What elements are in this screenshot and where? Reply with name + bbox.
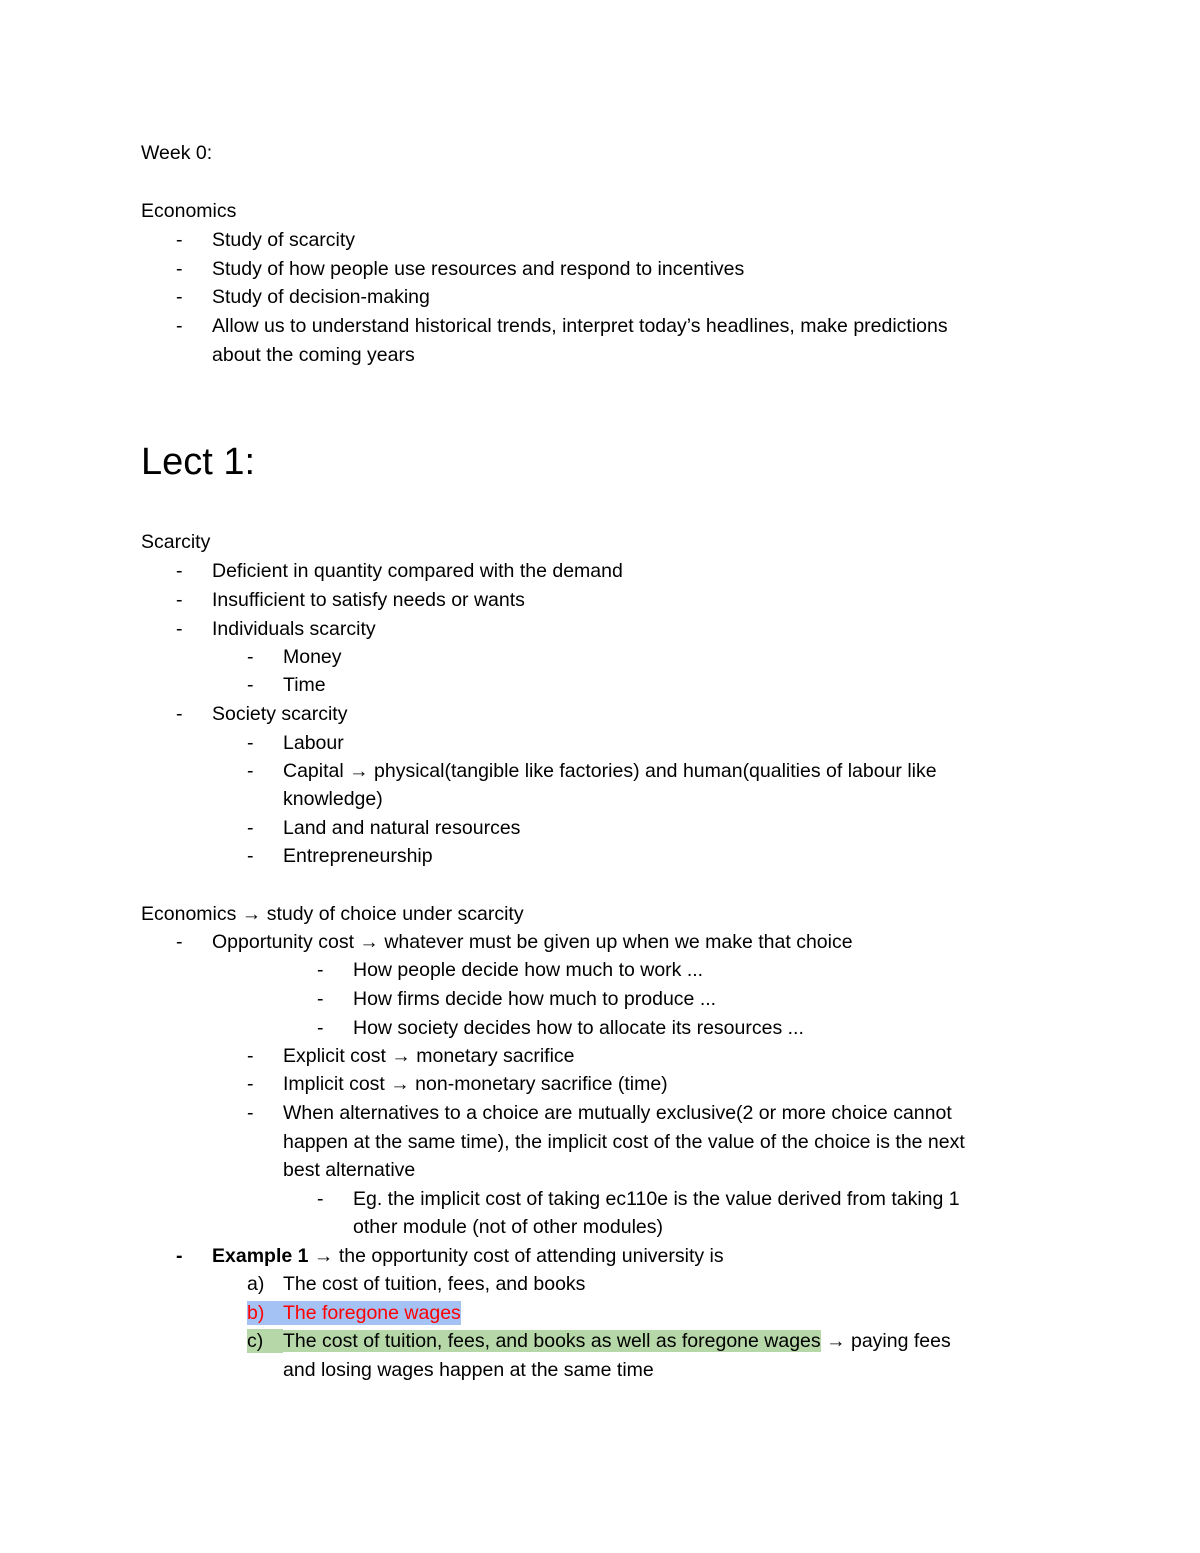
bullet-dash: -: [247, 1102, 254, 1124]
bullet-dash: -: [176, 703, 183, 725]
bullet-dash: -: [176, 1245, 183, 1267]
option-continuation: and losing wages happen at the same time: [283, 1359, 654, 1381]
bullet-dash: -: [176, 931, 183, 953]
bullet-dash: -: [247, 646, 254, 668]
economics-heading: Economics: [141, 200, 237, 222]
week-title: Week 0:: [141, 142, 213, 164]
bullet-dash: -: [176, 560, 183, 582]
choice-heading: Economics → study of choice under scarcity: [141, 903, 524, 925]
option-text: The foregone wages: [283, 1302, 461, 1324]
list-item-continuation: happen at the same time), the implicit cost of the value of the choice is the next: [283, 1131, 965, 1153]
bullet-dash: -: [247, 1045, 254, 1067]
list-item-continuation: other module (not of other modules): [353, 1216, 664, 1238]
lecture-title: Lect 1:: [141, 441, 256, 483]
bullet-dash: -: [317, 1017, 324, 1039]
list-item-continuation: about the coming years: [212, 344, 415, 366]
option-marker: c): [247, 1329, 283, 1353]
option-text: The cost of tuition, fees, and books as well as foregone wages: [283, 1330, 821, 1352]
example-label: Example 1: [212, 1245, 309, 1267]
list-item-continuation: best alternative: [283, 1159, 416, 1181]
scarcity-heading: Scarcity: [141, 531, 211, 553]
bullet-dash: -: [317, 959, 324, 981]
option-note: → paying fees: [820, 1330, 951, 1352]
bullet-dash: -: [176, 258, 183, 280]
bullet-dash: -: [247, 845, 254, 867]
bullet-dash: -: [247, 732, 254, 754]
list-item-continuation: knowledge): [283, 788, 383, 810]
bullet-dash: -: [317, 988, 324, 1010]
bullet-dash: -: [176, 315, 183, 337]
bullet-dash: -: [176, 286, 183, 308]
option-marker: a): [247, 1273, 265, 1295]
document-page: Week 0: Economics - Study of scarcity - Study of how people use resources and respond to incentives - Study of decision-making - Allow us to understand historical trends, interpret today’s headlines, make predictions about the coming years Lect 1: Scarcity - Deficient in quantity compared with the demand - Insufficient to satisfy needs or wants - Individuals scarcity - Money - Time - Society scarcity - Labour - Capital → physical(tangible like factories) and human(qualities of labour like knowledge) - Land and natural resources - Entrepreneurship Economics → study of choice under scarcity - Opportunity cost → whatever must be given up when we make that choice - How people decide how much to work ... - How firms decide how much to produce ... - How society decides how to allocate its resources ... - Explicit cost → monetary sacrifice - Implicit cost → non-monetary sacrifice (time) - When alternatives to a choice are mutually exclusive(2 or more choice cannot happen at the same time), the implicit cost of the value of the choice is the next best alternative - Eg. the implicit cost of taking ec110e is the value derived from taking 1 other module (not of other modules) - Example 1 → the opportunity cost of attending university is a) The cost of tuition, fees, and books b) The foregone wages c) The cost of tuition, fees, and books as well as foregone wages → paying fees and losing wages happen at the same time: [141, 142, 965, 1381]
option-marker: b): [247, 1301, 283, 1325]
option-text: The cost of tuition, fees, and books: [283, 1273, 586, 1295]
bullet-dash: -: [247, 674, 254, 696]
example-text: → the opportunity cost of attending university is: [308, 1245, 724, 1267]
bullet-dash: -: [176, 229, 183, 251]
bullet-dash: -: [317, 1188, 324, 1210]
bullet-dash: -: [247, 817, 254, 839]
bullet-dash: -: [176, 618, 183, 640]
bullet-dash: -: [176, 589, 183, 611]
bullet-dash: -: [247, 1073, 254, 1095]
bullet-dash: -: [247, 760, 254, 782]
